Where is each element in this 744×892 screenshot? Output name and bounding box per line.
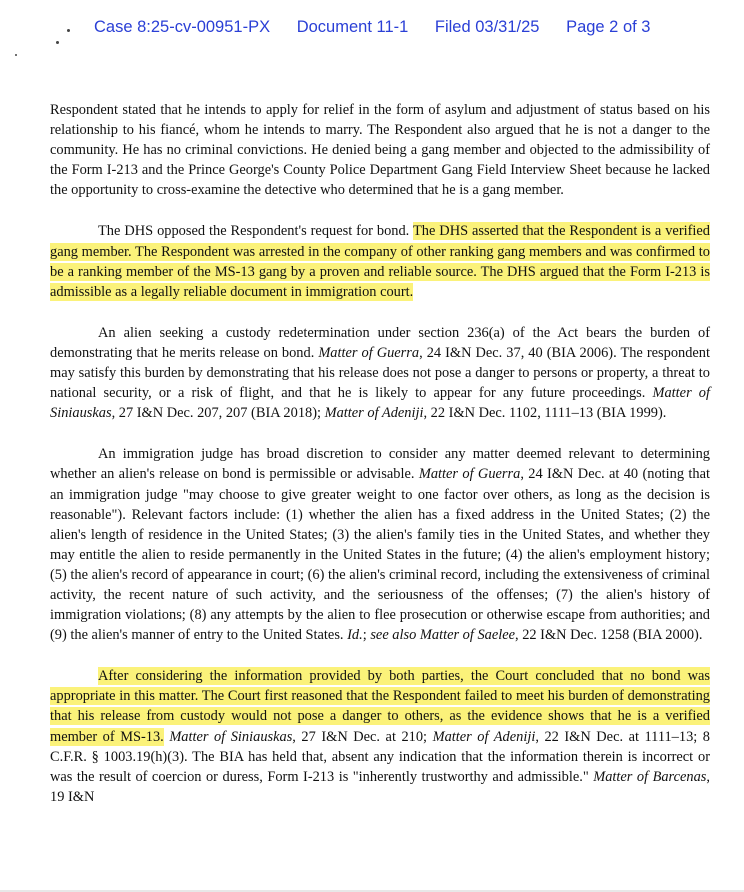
text-run: , 24 I&N Dec. at 40 (noting that an immigration judge "may choose to give greater weight to one factor over others, as long as the decision is reasonable"). Relevant factors include: (1) whether the alien has a fixed address in the United States; (2) the alien's length of residence in the United States; (3) the alien's family ties in the United States, and whether they may entitle the alien to reside permanently in the United States in the future; (4) the alien's employment history; (5) the alien's record of appearance in court; (6) the alien's criminal record, including the extensiveness of criminal activity, the recent nature of such activity, and the seriousness of the offenses; (7) the alien's history of immigration violations; (8) any attempts by the alien to flee prosecution or otherwise escape from authorities; and (9) the alien's manner of entry to the United States. [50,466,710,644]
filed-date: Filed 03/31/25 [434,18,540,36]
case-citation: Matter of Guerra [318,344,420,361]
text-run: An immigration judge has broad discretion to consider any matter deemed relevant to determining whether an alien's release on bond is permissible or advisable. [50,446,710,483]
case-citation: Matter of Guerra [418,466,521,483]
scan-speck [56,41,59,44]
document-header [94,18,672,37]
scan-speck [15,54,17,56]
case-citation: see also Matter of Saelee [370,627,515,644]
case-citation: Id. [347,627,363,644]
text-run: An alien seeking a custody redetermination under section 236(a) of the Act bears the burden of demonstrating that he merits release on bond. [50,324,710,361]
scan-speck [67,29,70,32]
text-run: , 22 I&N Dec. 1102, 1111–13 (BIA 1999). [423,405,667,422]
page-number: Page 2 of 3 [566,18,651,36]
case-citation: Matter of Siniauskas [169,728,293,745]
document-body [50,100,710,828]
paragraph [50,666,710,807]
paragraph [50,100,710,200]
case-citation: Matter of Adeniji [432,728,536,745]
text-run: ; [362,627,371,644]
paragraph [50,444,710,645]
highlighted-text: After considering the information provided by both parties, the Court concluded that no bond was appropriate in this matter. The Court first reasoned that the Respondent failed to meet his burden of demonstrating that his release from custody would not pose a danger to others, as the evidence shows that he is a verified member of MS-13. [50,668,710,745]
text-run: , 27 I&N Dec. at 210; [292,728,433,745]
text-run: The DHS opposed the Respondent's request for bond. [98,223,413,240]
highlighted-text: The DHS asserted that the Respondent is a verified gang member. The Respondent was arrested in the company of other ranking gang members and was confirmed to be a ranking member of the MS-13 gang by a proven and reliable source. The DHS argued that the Form I-213 is admissible as a legally reliable document in immigration court. [50,223,710,300]
case-citation: Matter of Siniauskas [50,385,710,422]
text-run: Respondent stated that he intends to apply for relief in the form of asylum and adjustment of status based on his relationship to his fiancé, whom he intends to marry. The Respondent also argued that he is not a danger to the community. He has no criminal convictions. He denied being a gang member and objected to the admissibility of the Form I-213 and the Prince George's County Police Department Gang Field Interview Sheet because he lacked the opportunity to cross-examine the detective who determined that he is a gang member. [50,102,710,199]
case-citation: Matter of Adeniji [324,405,424,422]
text-run: , 19 I&N [50,768,710,805]
document-number: Document 11-1 [296,18,409,36]
case-citation: Matter of Barcenas [593,768,707,785]
case-number: Case 8:25-cv-00951-PX [94,18,271,36]
text-run: , 22 I&N Dec. 1258 (BIA 2000). [515,627,703,644]
paragraph [50,221,710,301]
text-run: , 24 I&N Dec. 37, 40 (BIA 2006). The respondent may satisfy this burden by demonstrating that his release does not pose a danger to persons or property, a threat to national security, or a risk of flight, and that he is likely to appear for any future proceedings. [50,344,710,402]
text-run: , 27 I&N Dec. 207, 207 (BIA 2018); [111,405,325,422]
text-run: , 22 I&N Dec. at 1111–13; 8 C.F.R. § 1003.19(h)(3). The BIA has held that, absent any indication that the information therein is incorrect or was the result of coercion or duress, Form I-213 is "inherently trustworthy and admissible." [50,728,710,785]
paragraph [50,323,710,423]
